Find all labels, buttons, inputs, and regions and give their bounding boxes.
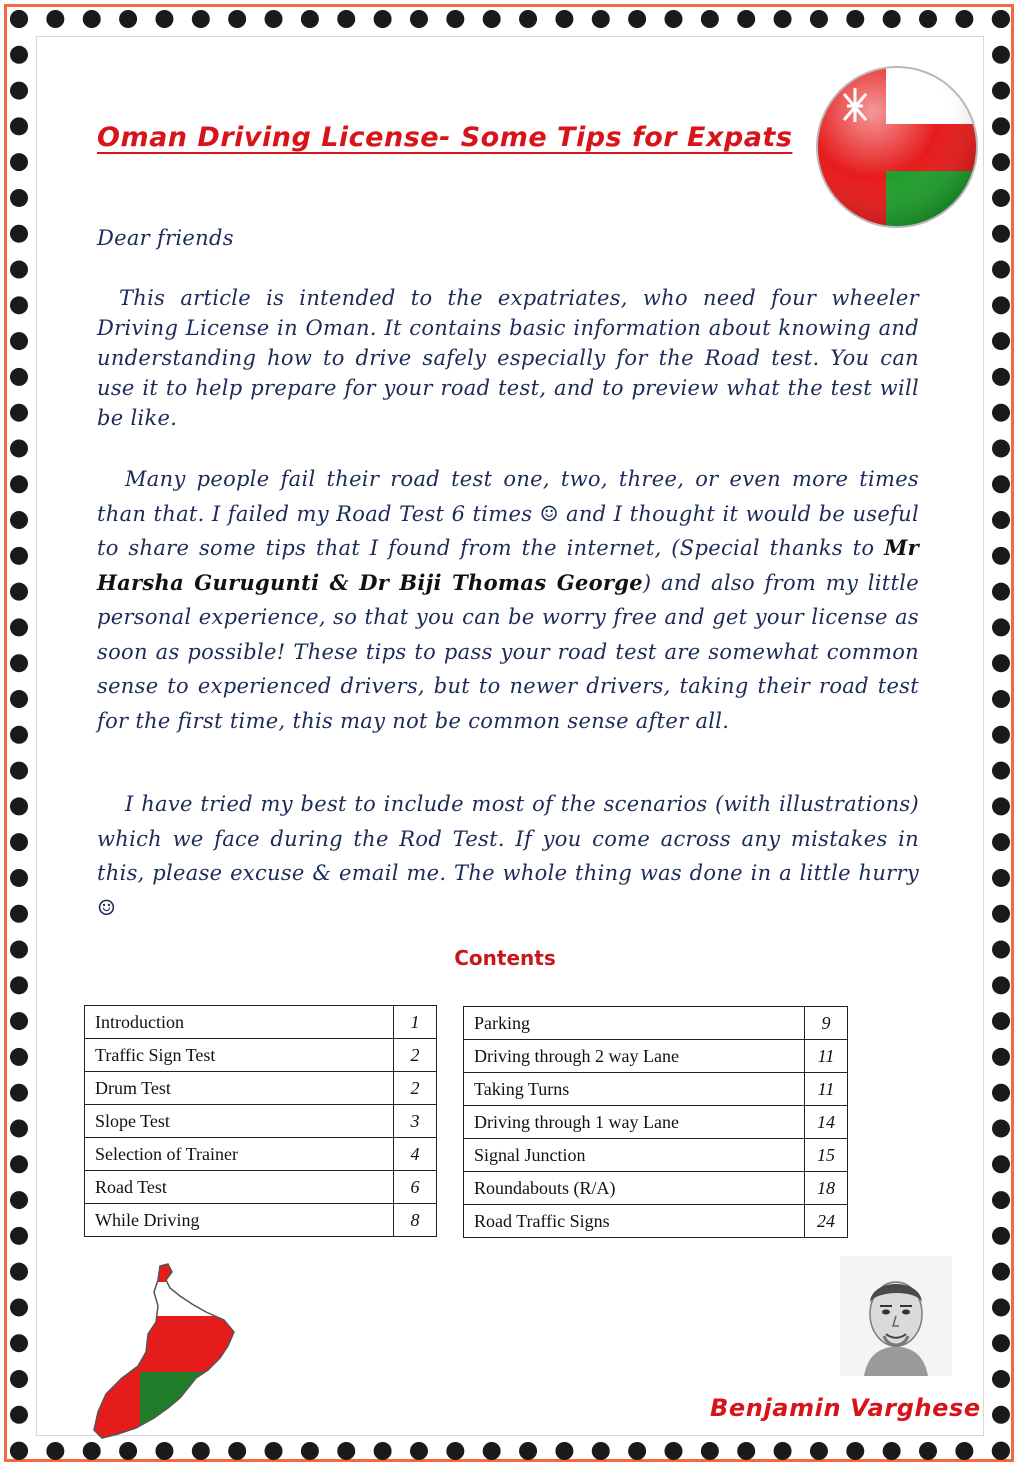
table-row — [85, 1072, 437, 1105]
toc-page: 18 — [805, 1172, 848, 1205]
contents-table-right — [463, 1006, 848, 1238]
experience-text-start: Many people fail their road test one, two, three, or even more times than that. I failed my Road Test 6 times ☺ and I thought it would be useful to share some tips that I found from the internet, (Special thanks to — [97, 467, 919, 560]
table-row — [85, 1039, 437, 1072]
page-title: Oman Driving License- Some Tips for Expats — [97, 122, 793, 153]
table-row — [464, 1040, 848, 1073]
toc-topic: Road Traffic Signs — [464, 1205, 805, 1238]
toc-page: 1 — [394, 1006, 437, 1039]
experience-text-end: ) and also from my little personal experience, so that you can be worry free and get your license as soon as possible! These tips to pass your road test are somewhat common sense to experienced drivers, but to newer drivers, taking their road test for the first time, this may not be common sense after all. — [97, 570, 919, 733]
toc-page: 11 — [805, 1040, 848, 1073]
toc-topic: Signal Junction — [464, 1139, 805, 1172]
toc-page: 2 — [394, 1039, 437, 1072]
toc-page: 6 — [394, 1171, 437, 1204]
experience-paragraph — [97, 462, 919, 738]
toc-page: 8 — [394, 1204, 437, 1237]
table-row — [464, 1205, 848, 1238]
greeting: Dear friends — [97, 226, 234, 250]
table-row — [85, 1105, 437, 1138]
toc-topic: Drum Test — [85, 1072, 394, 1105]
toc-topic: Driving through 2 way Lane — [464, 1040, 805, 1073]
table-row — [464, 1106, 848, 1139]
toc-page: 3 — [394, 1105, 437, 1138]
contents-table-left — [84, 1005, 437, 1237]
toc-page: 2 — [394, 1072, 437, 1105]
author-avatar-icon — [840, 1256, 952, 1376]
contents-heading: Contents — [454, 946, 556, 970]
toc-topic: Slope Test — [85, 1105, 394, 1138]
toc-topic: Taking Turns — [464, 1073, 805, 1106]
toc-page: 4 — [394, 1138, 437, 1171]
toc-topic: Road Test — [85, 1171, 394, 1204]
toc-topic: Roundabouts (R/A) — [464, 1172, 805, 1205]
toc-page: 9 — [805, 1007, 848, 1040]
toc-page: 15 — [805, 1139, 848, 1172]
toc-topic: While Driving — [85, 1204, 394, 1237]
table-row — [464, 1007, 848, 1040]
oman-map-icon — [88, 1262, 242, 1440]
thanks-names: Mr Harsha Gurugunti & Dr Biji Thomas George — [97, 535, 919, 595]
toc-topic: Selection of Trainer — [85, 1138, 394, 1171]
toc-topic: Driving through 1 way Lane — [464, 1106, 805, 1139]
table-row — [85, 1006, 437, 1039]
table-row — [464, 1172, 848, 1205]
toc-topic: Traffic Sign Test — [85, 1039, 394, 1072]
toc-topic: Parking — [464, 1007, 805, 1040]
intro-paragraph: This article is intended to the expatriates, who need four wheeler Driving License in Oman. It contains basic information about knowing and understanding how to drive safely especially for the Road test. You can use it to help prepare for your road test, and to preview what the test will be like. — [97, 286, 919, 430]
toc-page: 11 — [805, 1073, 848, 1106]
table-row — [464, 1139, 848, 1172]
disclaimer-paragraph: I have tried my best to include most of the scenarios (with illustrations) which we face during the Rod Test. If you come across any mistakes in this, please excuse & email me. The whole thing was done in a little hurry ☺ — [97, 792, 919, 920]
toc-topic: Introduction — [85, 1006, 394, 1039]
table-row — [85, 1138, 437, 1171]
author-signature: Benjamin Varghese — [710, 1394, 981, 1422]
oman-flag-badge-icon — [814, 64, 980, 230]
table-row — [85, 1171, 437, 1204]
table-row — [464, 1073, 848, 1106]
toc-page: 14 — [805, 1106, 848, 1139]
table-row — [85, 1204, 437, 1237]
toc-page: 24 — [805, 1205, 848, 1238]
